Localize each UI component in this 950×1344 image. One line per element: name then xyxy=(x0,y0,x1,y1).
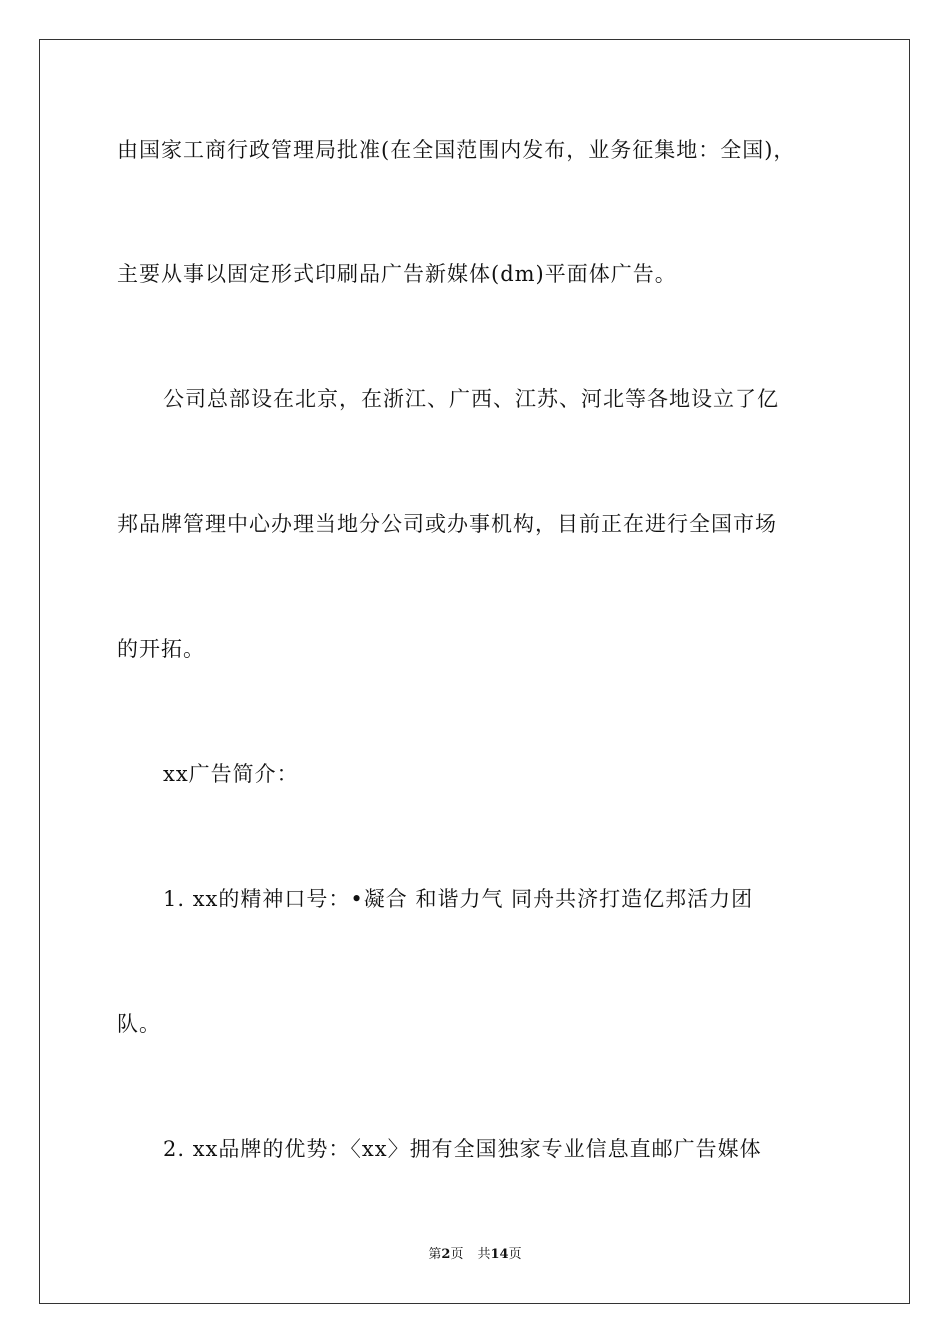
text-line-4: 邦品牌管理中心办理当地分公司或办事机构，目前正在进行全国市场 xyxy=(117,512,777,536)
total-suffix: 页 xyxy=(508,1247,522,1262)
list-item-2: 2. xx品牌的优势：〈xx〉拥有全国独家专业信息直邮广告媒体 xyxy=(163,1137,762,1161)
total-prefix: 共 xyxy=(477,1247,491,1262)
text-line-5: 的开拓。 xyxy=(117,637,205,661)
page-prefix: 第 xyxy=(428,1247,442,1262)
page-suffix: 页 xyxy=(450,1247,464,1262)
page-total: 14 xyxy=(490,1247,509,1262)
page-border xyxy=(39,39,910,1304)
list-item-1: 1. xx的精神口号：•凝合 和谐力气 同舟共济打造亿邦活力团 xyxy=(163,887,754,911)
text-line-3: 公司总部设在北京，在浙江、广西、江苏、河北等各地设立了亿 xyxy=(163,387,779,411)
section-heading: xx广告简介： xyxy=(163,762,299,786)
page-current: 2 xyxy=(441,1247,451,1262)
page-footer xyxy=(0,1246,950,1264)
text-line-1: 由国家工商行政管理局批准(在全国范围内发布，业务征集地：全国)， xyxy=(117,138,796,162)
list-item-1-continued: 队。 xyxy=(117,1012,161,1036)
text-line-2: 主要从事以固定形式印刷品广告新媒体(dm)平面体广告。 xyxy=(117,262,677,286)
